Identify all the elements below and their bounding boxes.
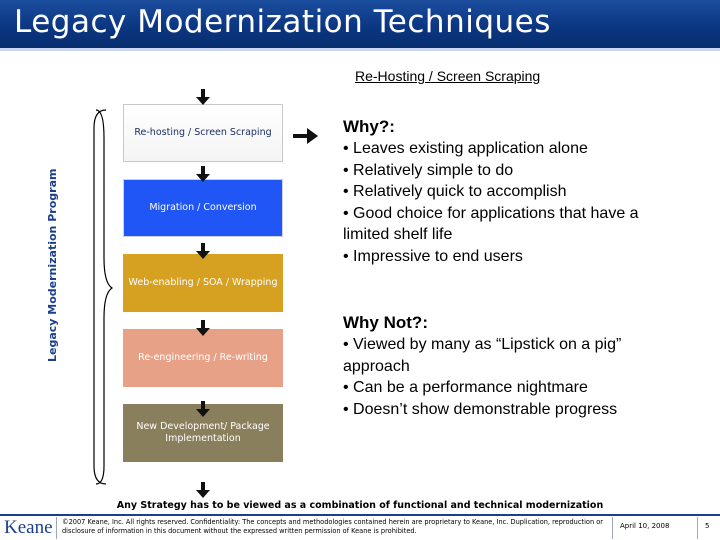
why-heading: Why?: bbox=[343, 117, 395, 136]
why-not-item: • Doesn’t show demonstrable progress bbox=[343, 400, 618, 418]
down-arrow-icon bbox=[196, 243, 210, 259]
why-item: • Impressive to end users bbox=[343, 247, 523, 265]
footer-separator bbox=[612, 517, 613, 539]
down-arrow-icon bbox=[196, 320, 210, 336]
footer-separator bbox=[697, 517, 698, 539]
why-not-heading: Why Not?: bbox=[343, 313, 428, 332]
modernization-steps bbox=[123, 104, 283, 479]
step-label: New Development/ Package Implementation bbox=[136, 421, 270, 444]
title-bar bbox=[0, 0, 720, 48]
strategy-note: Any Strategy has to be viewed as a combination of functional and technical modernization bbox=[116, 500, 604, 511]
why-item: • Relatively simple to do bbox=[343, 161, 514, 179]
down-arrow-icon bbox=[196, 482, 210, 498]
step-migration bbox=[123, 179, 283, 237]
page-number: 5 bbox=[705, 522, 710, 530]
down-arrow-icon bbox=[196, 401, 210, 417]
why-item: • Good choice for applications that have a limited shelf life bbox=[343, 204, 639, 243]
step-label: Web-enabling / SOA / Wrapping bbox=[128, 277, 278, 288]
footer-date: April 10, 2008 bbox=[620, 522, 670, 530]
why-item: • Leaves existing application alone bbox=[343, 140, 588, 157]
copyright-text: ©2007 Keane, Inc. All rights reserved. Confidentiality: The concepts and methodologies contained herein are proprietary to Keane, Inc. Duplication, reproduction or disclosure of information in this document without the expressed written permission of Keane is prohibited. bbox=[62, 518, 603, 535]
section-subtitle: Re-Hosting / Screen Scraping bbox=[355, 68, 541, 84]
why-section bbox=[343, 116, 643, 267]
step-reengineering bbox=[123, 329, 283, 387]
step-web-enabling bbox=[123, 254, 283, 312]
footer-separator bbox=[56, 517, 57, 539]
step-label: Migration / Conversion bbox=[149, 202, 257, 213]
footer-divider bbox=[0, 514, 720, 516]
step-label: Re-engineering / Re-writing bbox=[138, 352, 268, 363]
company-logo: Keane bbox=[4, 517, 53, 538]
bracket-diagram bbox=[90, 108, 120, 486]
page-title: Legacy Modernization Techniques bbox=[14, 4, 551, 40]
title-underline bbox=[0, 48, 720, 51]
why-not-item: • Can be a performance nightmare bbox=[343, 379, 588, 396]
why-not-section bbox=[343, 312, 643, 420]
why-item: • Relatively quick to accomplish bbox=[343, 183, 567, 200]
step-rehosting bbox=[123, 104, 283, 162]
down-arrow-icon bbox=[196, 166, 210, 182]
step-label: Re-hosting / Screen Scraping bbox=[134, 127, 272, 138]
program-vertical-label: Legacy Modernization Program bbox=[46, 168, 59, 362]
down-arrow-icon bbox=[196, 89, 210, 105]
why-not-item: • Viewed by many as “Lipstick on a pig” approach bbox=[343, 336, 622, 375]
right-arrow-icon bbox=[293, 128, 321, 144]
mid-bracket bbox=[96, 110, 112, 484]
